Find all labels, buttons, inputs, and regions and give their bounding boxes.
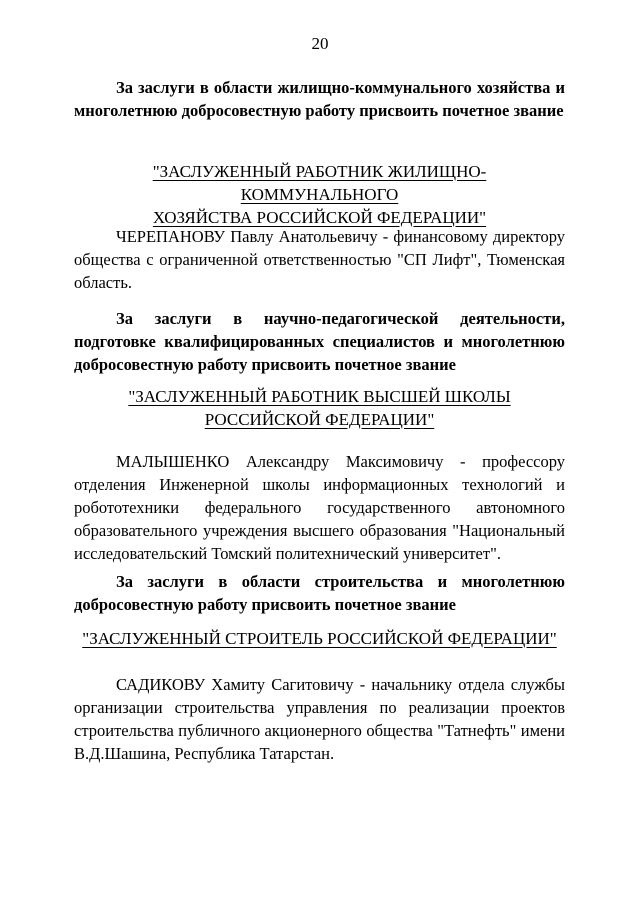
award-preamble-higher-school: За заслуги в научно-педагогической деятельности, подготовке квалифицированных специалистов и многолетнюю добросовестную работу присвоить почетное звание bbox=[74, 309, 565, 374]
award-preamble-housing: За заслуги в области жилищно-коммунального хозяйства и многолетнюю добросовестную работу присвоить почетное звание bbox=[74, 78, 565, 120]
awardee-cherepanov: ЧЕРЕПАНОВУ Павлу Анатольевичу - финансовому директору общества с ограниченной ответственностью "СП Лифт", Тюменская область. bbox=[74, 227, 565, 292]
award-title-higher-school bbox=[74, 385, 565, 431]
award-title-line: "ЗАСЛУЖЕННЫЙ РАБОТНИК ЖИЛИЩНО-КОММУНАЛЬНОГО bbox=[152, 162, 487, 204]
award-title-construction bbox=[74, 627, 565, 650]
page-number: 20 bbox=[311, 34, 329, 53]
awardee-malyshenko: МАЛЫШЕНКО Александру Максимовичу - профессору отделения Инженерной школы информационных технологий и робототехники федерального государственного автономного образовательного учреждения высшего образования "Национальный исследовательский Томский политехнический университет". bbox=[74, 452, 565, 563]
awardee-sadikov: САДИКОВУ Хамиту Сагитовичу - начальнику отдела службы организации строительства управления по реализации проектов строительства публичного акционерного общества "Татнефть" имени В.Д.Шашина, Республика Татарстан. bbox=[74, 675, 565, 763]
award-title-housing bbox=[74, 160, 565, 229]
award-preamble-construction: За заслуги в области строительства и многолетнюю добросовестную работу присвоить почетное звание bbox=[74, 572, 565, 614]
award-title-line: "ЗАСЛУЖЕННЫЙ РАБОТНИК ВЫСШЕЙ ШКОЛЫ bbox=[128, 387, 511, 406]
award-title-line: РОССИЙСКОЙ ФЕДЕРАЦИИ" bbox=[204, 410, 435, 429]
award-title-line: ХОЗЯЙСТВА РОССИЙСКОЙ ФЕДЕРАЦИИ" bbox=[152, 208, 487, 227]
award-title-line: "ЗАСЛУЖЕННЫЙ СТРОИТЕЛЬ РОССИЙСКОЙ ФЕДЕРАЦИИ" bbox=[82, 629, 557, 648]
